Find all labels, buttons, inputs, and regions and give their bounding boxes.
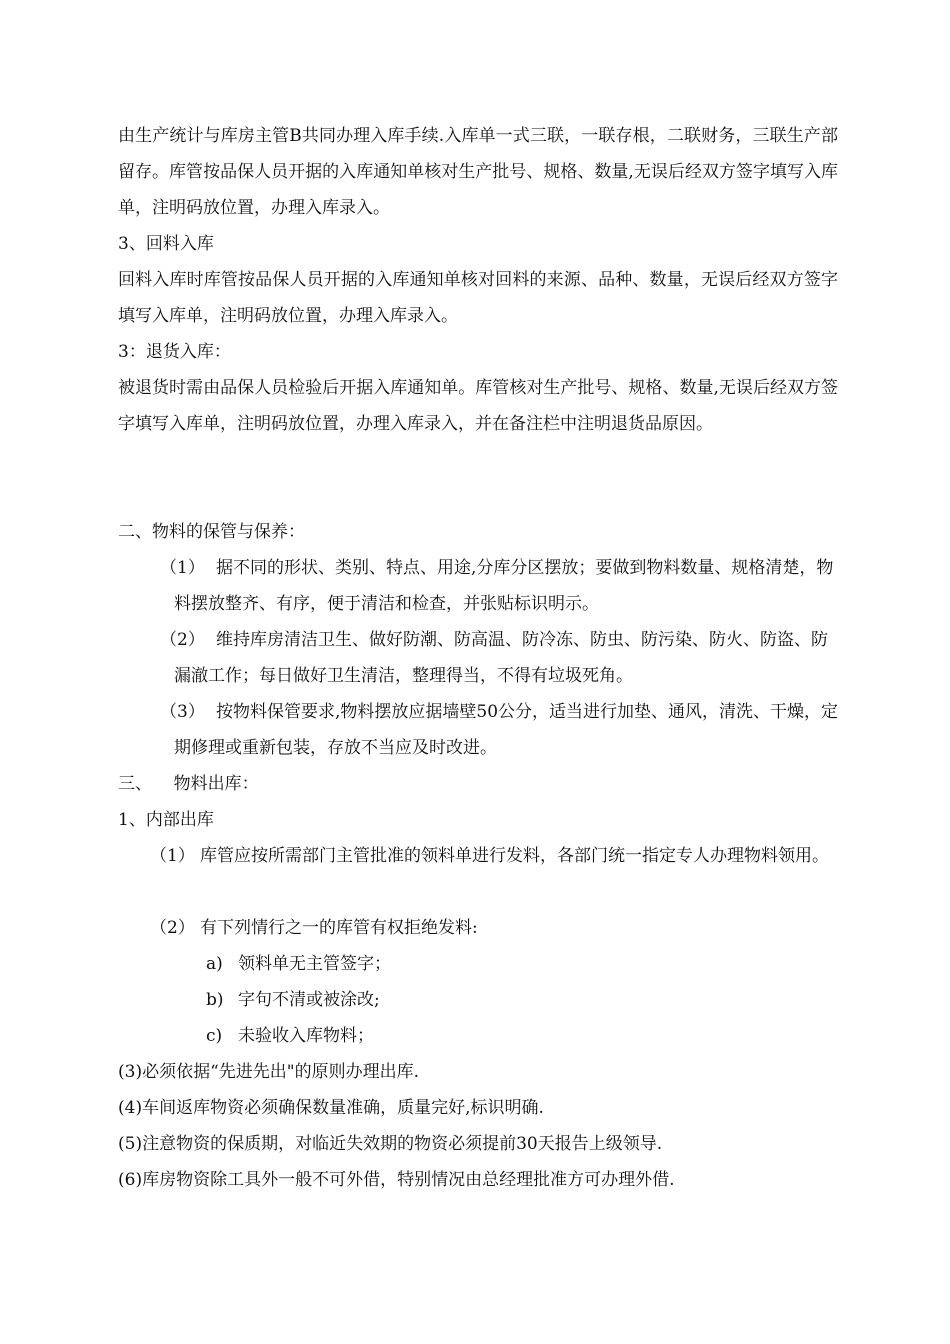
outbound-item-text: 有下列情行之一的库管有权拒绝发料:: [200, 918, 478, 938]
outbound-item-number: （2）: [150, 918, 195, 938]
refusal-text: 字句不清或被涂改;: [238, 990, 380, 1010]
heading-outbound: 三、 物料出库：: [118, 774, 259, 794]
storage-item-text: 据不同的形状、类别、特点、用途,分库分区摆放；要做到物料数量、规格清楚，物料摆放整齐、有序，便于清洁和检查，并张贴标识明示。: [174, 558, 834, 614]
refusal-text: 未验收入库物料；: [238, 1026, 374, 1046]
outbound-rule-4: (4)车间返库物资必须确保数量准确，质量完好,标识明确.: [118, 1098, 544, 1118]
refusal-marker: a): [206, 954, 223, 974]
outbound-rule-6: (6)库房物资除工具外一般不可外借，特别情况由总经理批准方可办理外借.: [118, 1170, 675, 1190]
outbound-item-text: 库管应按所需部门主管批准的领料单进行发料，各部门统一指定专人办理物料领用。: [200, 846, 829, 866]
heading-return-material: 3、回料入库: [118, 234, 214, 254]
heading-internal-outbound: 1、内部出库: [118, 810, 214, 830]
inbound-paragraph-3: 被退货时需由品保人员检验后开据入库通知单。库管核对生产批号、规格、数量,无误后经双方签字填写入库单，注明码放位置，办理入库录入，并在备注栏中注明退货品原因。: [118, 378, 838, 434]
heading-storage: 二、物料的保管与保养：: [118, 522, 305, 542]
storage-item-text: 维持库房清洁卫生、做好防潮、防高温、防冷冻、防虫、防污染、防火、防盗、防漏澈工作；每日做好卫生清洁，整理得当，不得有垃圾死角。: [174, 630, 828, 686]
outbound-item-number: （1）: [150, 846, 195, 866]
heading-return-goods: 3：退货入库：: [118, 342, 231, 362]
refusal-item-a: [206, 946, 391, 982]
storage-item-number: （1）: [160, 558, 205, 578]
storage-item-number: （3）: [160, 702, 205, 722]
storage-item-1: [160, 550, 840, 622]
outbound-rule-3: (3)必须依据“先进先出"的原则办理出库.: [118, 1062, 419, 1082]
storage-item-2: [160, 622, 840, 694]
refusal-item-b: [206, 982, 380, 1018]
outbound-rule-5: (5)注意物资的保质期，对临近失效期的物资必须提前30天报告上级领导.: [118, 1134, 663, 1154]
refusal-item-c: [206, 1018, 374, 1054]
refusal-text: 领料单无主管签字；: [238, 954, 391, 974]
storage-item-3: [160, 694, 840, 766]
outbound-item-1: [150, 838, 840, 874]
refusal-marker: b): [206, 990, 224, 1010]
inbound-paragraph-2: 回料入库时库管按品保人员开据的入库通知单核对回料的来源、品种、数量，无误后经双方签字填写入库单，注明码放位置，办理入库录入。: [118, 270, 838, 326]
inbound-paragraph-1: 由生产统计与库房主管B共同办理入库手续.入库单一式三联，一联存根，二联财务，三联生产部留存。库管按品保人员开据的入库通知单核对生产批号、规格、数量,无误后经双方签字填写入库单，注明码放位置，办理入库录入。: [118, 126, 838, 218]
storage-item-text: 按物料保管要求,物料摆放应据墙壁50公分，适当进行加垫、通风，清洗、干燥，定期修理或重新包装，存放不当应及时改进。: [174, 702, 839, 758]
refusal-marker: c): [206, 1026, 223, 1046]
outbound-item-2: [150, 910, 840, 946]
storage-item-number: （2）: [160, 630, 205, 650]
